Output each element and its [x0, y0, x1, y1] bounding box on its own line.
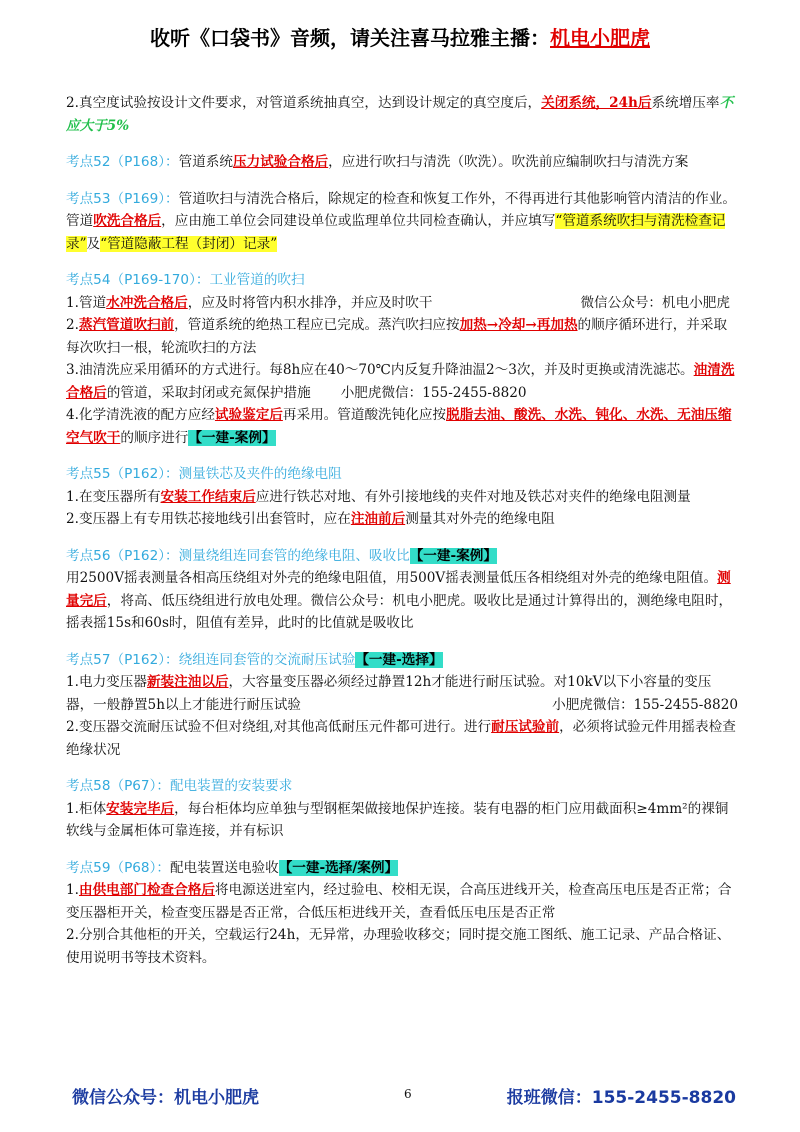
section-k56 — [66, 545, 738, 635]
k55-p1-highlight: 安装工作结束后 — [160, 488, 256, 505]
k54-p3-c: 的管道，采取封闭或充氮保护措施 — [106, 384, 311, 401]
k55-title: 考点55（P162）：测量铁芯及夹件的绝缘电阻 — [66, 466, 342, 482]
k58-text-a: 1.柜体 — [66, 800, 107, 817]
k58-body — [66, 798, 738, 843]
k57-p2-a: 2.变压器交流耐压试验不但对绕组,对其他高低耐压元件都可进行。进行 — [66, 719, 492, 735]
k54-p1-a: 1.管道 — [66, 294, 107, 311]
k59-title-text: 配电装置送电验收 — [169, 859, 279, 876]
k52-highlight: 压力试验合格后 — [233, 154, 329, 170]
page-header — [0, 22, 800, 51]
k52-text-c: ，应进行吹扫与清洗（吹洗）。吹洗前应编制吹扫与清洗方案 — [328, 154, 689, 170]
header-host: 机电小肥虎 — [550, 26, 650, 50]
k56-highlight: 测量完后 — [66, 570, 731, 609]
k58-highlight: 安装完毕后 — [106, 800, 175, 817]
k54-tag: 【一建-案例】 — [188, 429, 276, 446]
k55-p2-highlight: 注油前后 — [350, 511, 406, 527]
k53-text-c: ，应由施工单位会同建设单位或监理单位共同检查确认，并应填写 — [161, 213, 556, 229]
section-k59 — [66, 857, 738, 970]
intro-paragraph — [66, 92, 738, 137]
k58-title: 考点58（P67）：配电装置的安装要求 — [66, 778, 293, 794]
k59-item-1 — [66, 879, 738, 924]
k59-title: 考点59（P68）： — [66, 859, 170, 876]
k55-item-1 — [66, 486, 738, 509]
section-k57 — [66, 649, 738, 762]
k53-record-2: “管道隐蔽工程（封闭）记录” — [100, 235, 278, 252]
k57-title: 考点57（P162）：绕组连同套管的交流耐压试验 — [66, 651, 356, 668]
footer-wechat-account: 微信公众号：机电小肥虎 — [72, 1088, 259, 1108]
k57-tag: 【一建-选择】 — [355, 651, 443, 668]
page-number: 6 — [404, 1087, 412, 1101]
k54-wechat-note: 微信公众号：机电小肥虎 — [580, 294, 730, 311]
k53-highlight: 吹洗合格后 — [93, 213, 162, 229]
intro-text-c: 系统增压率 — [651, 95, 720, 111]
k54-item-4 — [66, 404, 738, 449]
footer-enroll-wechat: 报班微信：155-2455-8820 — [506, 1088, 736, 1108]
intro-text-a: 2.真空度试验按设计文件要求，对管道系统抽真空，达到设计规定的真空度后， — [66, 95, 542, 111]
k54-p4-a: 4.化学清洗液的配方应经 — [66, 407, 215, 423]
k55-p2-c: 测量其对外壳的绝缘电阻 — [405, 511, 555, 527]
k54-p2-e: 的顺序循环进行，并采取每次吹扫一根，轮流吹扫的方法 — [66, 317, 728, 356]
k54-p4-highlight: 试验鉴定后 — [214, 407, 283, 423]
k54-p2-sequence: 加热→冷却→再加热 — [459, 317, 578, 333]
k56-tag: 【一建-案例】 — [409, 547, 497, 564]
k56-title: 考点56（P162）：测量绕组连同套管的绝缘电阻、吸收比 — [66, 547, 410, 564]
k54-item-3 — [66, 359, 738, 404]
k54-p3-wechat: 小肥虎微信：155-2455-8820 — [340, 384, 527, 401]
section-k58 — [66, 775, 738, 843]
k54-p2-c: ，管道系统的绝热工程应已完成。蒸汽吹扫应按 — [174, 317, 460, 333]
k59-item-2 — [66, 924, 738, 969]
page-footer — [0, 1083, 800, 1113]
k57-p1-a: 1.电力变压器 — [66, 674, 147, 690]
k59-p2: 2.分别合其他柜的开关，空载运行24h，无异常，办理验收移交；同时提交施工图纸、施工记录、产品合格证、使用说明书等技术资料。 — [66, 927, 731, 966]
k57-p2-highlight: 耐压试验前 — [491, 719, 560, 735]
k54-item-2 — [66, 314, 738, 359]
k55-p1-a: 1.在变压器所有 — [66, 488, 161, 505]
k54-p4-e: 的顺序进行 — [120, 429, 189, 446]
intro-green-note: 不应大于5% — [66, 95, 734, 134]
k53-record-1: “管道系统吹扫与清洗检查记录” — [66, 213, 726, 252]
k54-title: 考点54（P169-170）：工业管道的吹扫 — [66, 272, 305, 288]
k57-item-2 — [66, 716, 738, 761]
k57-wechat-note: 小肥虎微信：155-2455-8820 — [552, 696, 738, 713]
k57-p1-highlight: 新装注油以后 — [146, 674, 229, 690]
k53-title: 考点53（P169）： — [66, 190, 179, 207]
k54-p1-highlight: 水冲洗合格后 — [106, 294, 188, 311]
k57-item-1 — [66, 671, 738, 716]
k54-item-1 — [66, 292, 738, 315]
k56-body — [66, 567, 738, 635]
k55-item-2 — [66, 508, 738, 531]
k55-p2-a: 2.变压器上有专用铁芯接地线引出套管时，应在 — [66, 511, 351, 527]
k59-p1-highlight: 由供电部门检查合格后 — [78, 882, 215, 898]
k53-text-e: 及 — [86, 235, 101, 252]
k55-p1-c: 应进行铁芯对地、有外引接地线的夹件对地及铁芯对夹件的绝缘电阻测量 — [255, 488, 691, 505]
k52-title: 考点52（P168）： — [66, 154, 179, 170]
k54-p3-highlight: 油清洗合格后 — [66, 362, 735, 401]
k54-p1-c: ，应及时将管内积水排净，并应及时吹干 — [187, 294, 433, 311]
k59-p1-a: 1. — [66, 882, 79, 898]
intro-highlight: 关闭系统，24h后 — [541, 95, 652, 111]
k56-text-a: 用2500V摇表测量各相高压绕组对外壳的绝缘电阻值，用500V摇表测量低压各相绕组对外壳的绝缘电阻值。 — [66, 570, 718, 586]
k54-p3-a: 3.油清洗应采用循环的方式进行。每8h应在40～70℃内反复升降油温2～3次，并及时更换或清洗滤芯。 — [66, 362, 694, 378]
k54-p4-c: 再采用。管道酸洗钝化应按 — [282, 407, 447, 423]
page-content — [66, 92, 738, 969]
k58-text-c: ，每台柜体均应单独与型钢框架做接地保护连接。装有电器的柜门应用截面积≥4mm²的裸铜软线与金属柜体可靠连接，并有标识 — [66, 800, 729, 839]
k57-p1-c: ，大容量变压器必须经过静置12h才能进行耐压试验。对10kV以下小容量的变压器，一般静置5h以上才能进行耐压试验 — [66, 674, 712, 713]
k56-text-c: ，将高、低压绕组进行放电处理。微信公众号：机电小肥虎。吸收比是通过计算得出的，测绝缘电阻时，摇表摇15s和60s时，阻值有差异，此时的比值就是吸收比 — [66, 592, 733, 631]
section-k53 — [66, 188, 738, 256]
k59-p1-c: 将电源送进室内，经过验电、校相无误，合高压进线开关，检查高压电压是否正常；合变压器柜开关，检查变压器是否正常，合低压柜进线开关，查看低压电压是否正常 — [66, 882, 732, 921]
k57-p2-c: ，必须将试验元件用摇表检查绝缘状况 — [66, 719, 736, 758]
section-k52 — [66, 151, 738, 174]
k52-text-a: 管道系统 — [178, 154, 233, 170]
section-k55 — [66, 463, 738, 531]
k59-tag: 【一建-选择/案例】 — [278, 859, 399, 876]
k54-p2-highlight: 蒸汽管道吹扫前 — [78, 317, 175, 333]
section-k54 — [66, 269, 738, 449]
k54-p4-sequence: 脱脂去油、酸洗、水洗、钝化、水洗、无油压缩空气吹干 — [66, 407, 732, 446]
header-prefix: 收听《口袋书》音频，请关注喜马拉雅主播： — [150, 26, 550, 50]
k54-p2-a: 2. — [66, 317, 79, 333]
k53-text-a: 管道吹扫与清洗合格后，除规定的检查和恢复工作外，不得再进行其他影响管内清洁的作业。管道 — [66, 190, 736, 229]
